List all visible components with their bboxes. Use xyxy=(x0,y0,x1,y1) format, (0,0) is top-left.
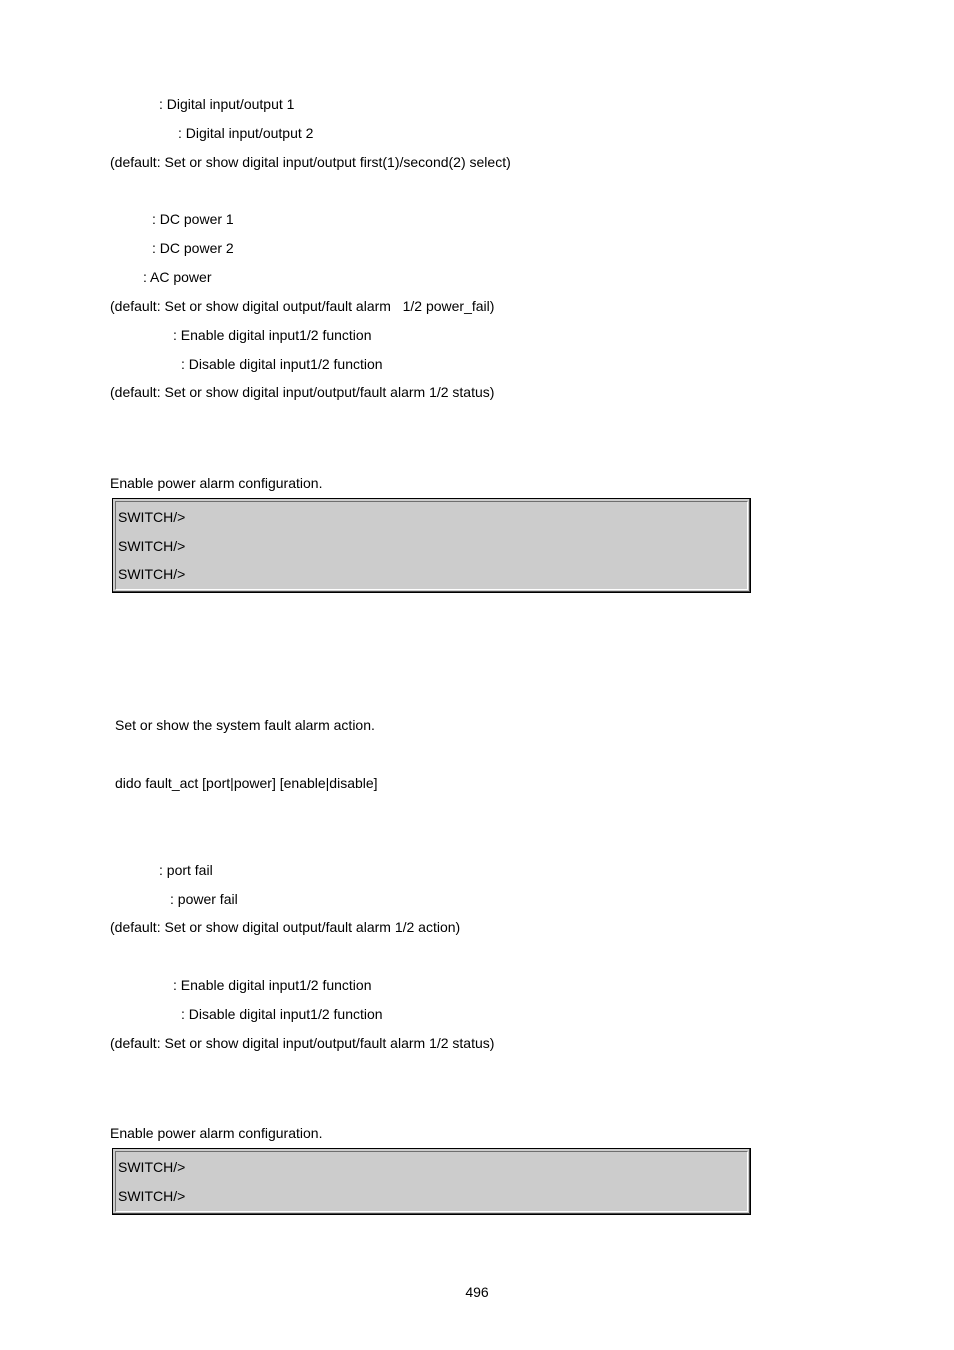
power-option-dc1: : DC power 1 xyxy=(152,211,234,227)
example-code-box xyxy=(112,498,751,593)
action-option-power: : power fail xyxy=(170,891,238,907)
example-caption: Enable power alarm configuration. xyxy=(110,475,323,491)
code-line: SWITCH/> xyxy=(118,566,186,582)
example-caption: Enable power alarm configuration. xyxy=(110,1125,323,1141)
enable-option: : Enable digital input1/2 function xyxy=(173,327,372,343)
code-line: SWITCH/> xyxy=(118,538,186,554)
page-number: 496 xyxy=(465,1284,489,1300)
io-option-2: : Digital input/output 2 xyxy=(178,125,314,141)
code-line: SWITCH/> xyxy=(118,509,186,525)
disable-option: : Disable digital input1/2 function xyxy=(181,1006,383,1022)
code-line: SWITCH/> xyxy=(118,1188,186,1204)
status-default-text: (default: Set or show digital input/output/fault alarm 1/2 status) xyxy=(110,384,495,400)
power-default-text: (default: Set or show digital output/fault alarm 1/2 power_fail) xyxy=(110,298,495,314)
power-option-dc2: : DC power 2 xyxy=(152,240,234,256)
power-option-ac: : AC power xyxy=(143,269,212,285)
enable-option: : Enable digital input1/2 function xyxy=(173,977,372,993)
code-line: SWITCH/> xyxy=(118,1159,186,1175)
example-code-box xyxy=(112,1148,751,1215)
io-default-text: (default: Set or show digital input/output first(1)/second(2) select) xyxy=(110,154,511,170)
disable-option: : Disable digital input1/2 function xyxy=(181,356,383,372)
status-default-text: (default: Set or show digital input/output/fault alarm 1/2 status) xyxy=(110,1035,495,1051)
command-description: Set or show the system fault alarm action. xyxy=(115,717,375,733)
action-default-text: (default: Set or show digital output/fault alarm 1/2 action) xyxy=(110,919,461,935)
action-option-port: : port fail xyxy=(159,862,213,878)
command-syntax: dido fault_act [port|power] [enable|disable] xyxy=(115,775,378,791)
io-option-1: : Digital input/output 1 xyxy=(159,96,295,112)
